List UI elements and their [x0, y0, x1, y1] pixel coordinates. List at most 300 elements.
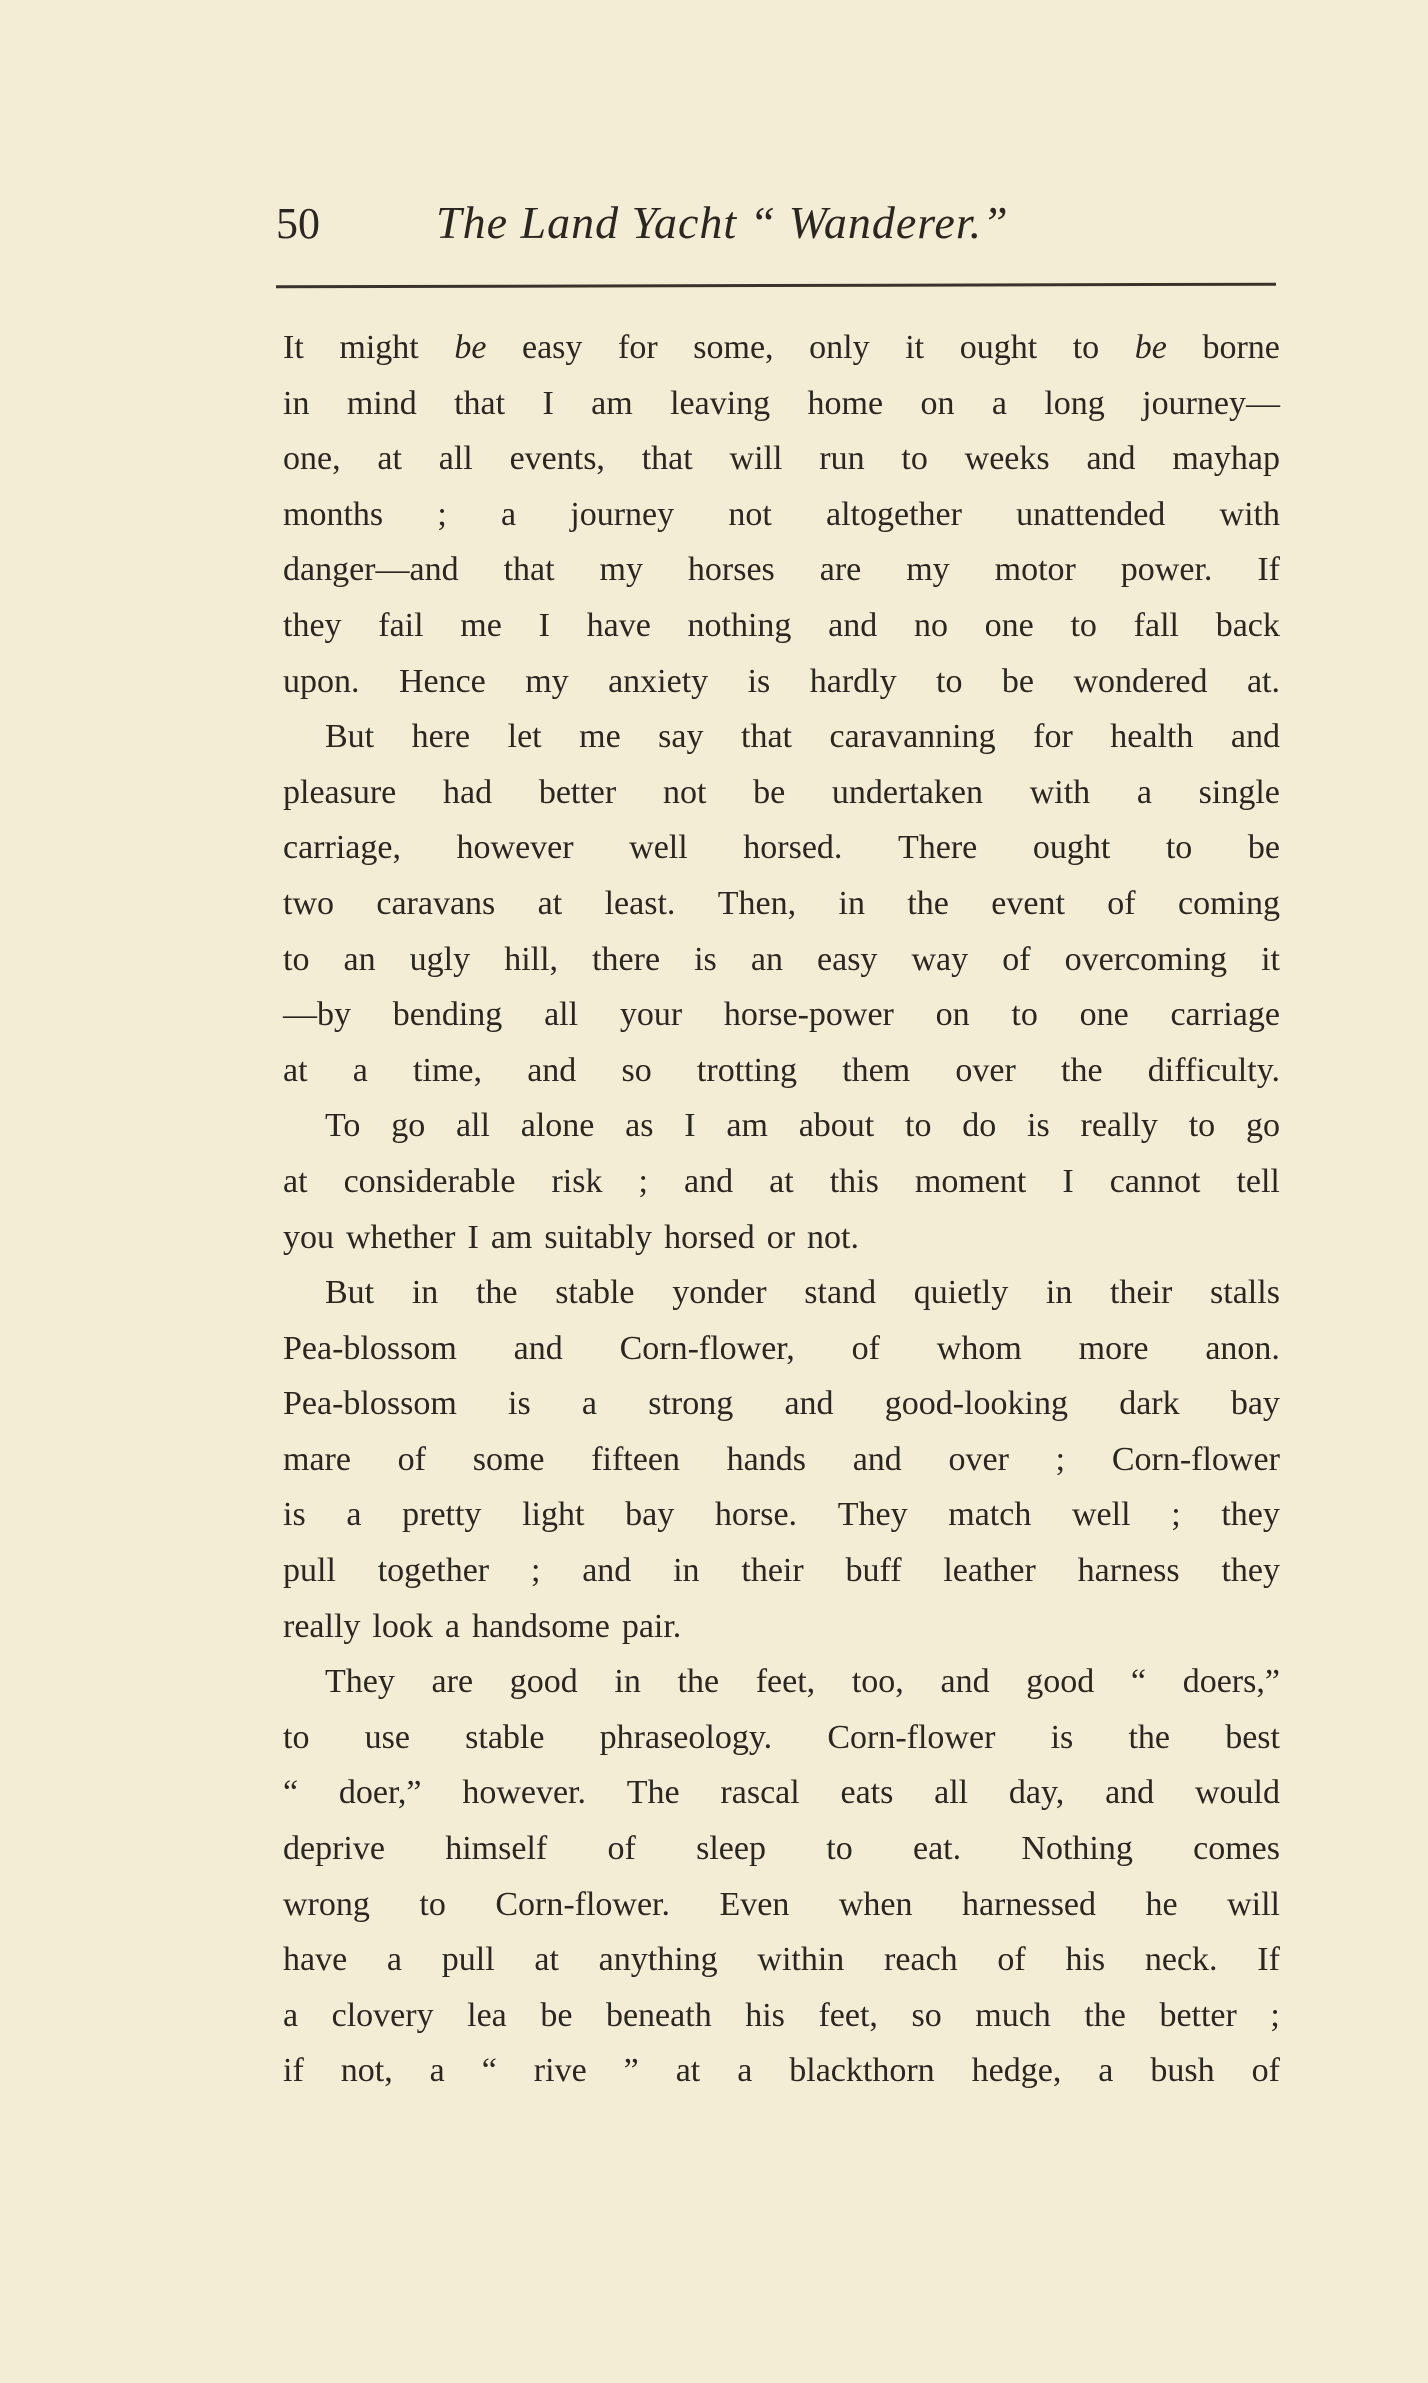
word: I — [542, 384, 554, 422]
word: Hence — [398, 662, 486, 700]
word: bush — [1150, 2052, 1215, 2090]
word: blackthorn — [789, 2052, 935, 2090]
word: look — [372, 1607, 433, 1645]
word: to — [936, 662, 963, 700]
word: would — [1194, 1774, 1280, 1812]
word: my — [525, 662, 569, 700]
word: doers,” — [1182, 1663, 1280, 1701]
word: a — [581, 1385, 597, 1423]
word: Nothing — [1021, 1830, 1133, 1868]
word: Pea-blossom — [283, 1329, 457, 1367]
word: and — [852, 1440, 902, 1478]
word: easy — [817, 940, 878, 978]
word: wondered — [1073, 662, 1208, 700]
word: ; — [1055, 1440, 1066, 1478]
word: caravans — [376, 884, 496, 922]
word: better — [1159, 1996, 1237, 2034]
word: anxiety — [608, 662, 709, 700]
word: to — [901, 440, 928, 478]
word: am — [591, 384, 633, 422]
word: match — [948, 1496, 1032, 1534]
word: they — [283, 606, 342, 644]
word: be — [540, 1996, 573, 2034]
word: not — [728, 495, 772, 533]
word: some — [472, 1440, 545, 1478]
word: rive — [533, 2052, 587, 2090]
word: so — [621, 1051, 652, 1089]
word: at — [537, 884, 563, 922]
word: it — [905, 329, 925, 366]
word: and — [940, 1663, 990, 1701]
word: buff — [845, 1552, 902, 1590]
word: to — [1188, 1107, 1216, 1145]
word: handsome — [471, 1607, 610, 1645]
word: to — [1070, 606, 1097, 644]
word: If — [1257, 551, 1280, 589]
text-line — [283, 431, 1280, 487]
word: all — [544, 996, 579, 1034]
word: wrong — [283, 1885, 370, 1923]
word: good — [509, 1663, 578, 1701]
word: home — [807, 384, 884, 422]
word: in — [1045, 1274, 1073, 1312]
text-line — [283, 376, 1280, 432]
word: to — [1072, 329, 1100, 366]
word: of — [997, 1941, 1026, 1979]
word: that — [503, 551, 555, 589]
word: But — [325, 1274, 375, 1312]
word: whether — [346, 1218, 456, 1256]
word: two — [283, 884, 334, 922]
word: go — [1245, 1107, 1280, 1145]
word: about — [798, 1107, 875, 1145]
word: to — [905, 1107, 932, 1145]
word: horses — [687, 551, 775, 589]
word: journey— — [1142, 384, 1280, 422]
word: in — [673, 1552, 700, 1590]
word: in — [411, 1274, 439, 1312]
word: that — [741, 718, 792, 756]
text-line — [283, 1210, 1280, 1266]
word: events, — [509, 440, 605, 478]
word: caravanning — [829, 718, 996, 756]
word: a — [352, 1051, 368, 1089]
word: sleep — [696, 1830, 766, 1868]
word: have — [586, 606, 651, 644]
text-line — [283, 1988, 1280, 2044]
word: It — [283, 329, 304, 366]
word: pretty — [402, 1496, 482, 1534]
word: time, — [413, 1051, 482, 1089]
word: at — [283, 1051, 308, 1089]
word: leather — [943, 1552, 1036, 1590]
word: really — [283, 1607, 361, 1645]
word: and — [684, 1162, 734, 1200]
word: a — [500, 495, 517, 533]
word: will — [729, 440, 783, 478]
text-line — [283, 1710, 1280, 1766]
text-line — [283, 487, 1280, 543]
text-line — [283, 765, 1280, 821]
word: if — [283, 2052, 304, 2090]
word: that — [641, 440, 693, 478]
word: eat. — [912, 1830, 962, 1868]
word: his — [1065, 1941, 1106, 1979]
word: clovery — [331, 1996, 434, 2034]
word: a — [737, 2052, 753, 2090]
word: the — [1084, 1996, 1126, 2034]
word: hill, — [504, 940, 559, 978]
word: Corn-flower — [1111, 1440, 1280, 1478]
word: of — [607, 1830, 636, 1868]
word: of — [1251, 2052, 1280, 2090]
word: ” — [623, 2052, 639, 2090]
word: them — [842, 1051, 911, 1089]
word: will — [1227, 1885, 1280, 1923]
word: Even — [719, 1885, 790, 1923]
word: the — [907, 884, 949, 922]
word: I — [1062, 1162, 1074, 1200]
word: pair. — [621, 1607, 682, 1645]
word: be — [1001, 662, 1035, 700]
word: To — [325, 1107, 361, 1145]
word: light — [522, 1496, 585, 1534]
word: Then, — [717, 884, 797, 922]
word: comes — [1193, 1830, 1280, 1868]
word: me — [579, 718, 621, 756]
word: in — [838, 884, 865, 922]
word: an — [343, 940, 376, 978]
word: much — [975, 1996, 1051, 2034]
word: of — [851, 1329, 880, 1367]
word: are — [819, 551, 862, 589]
text-line — [283, 820, 1280, 876]
text-line — [283, 654, 1280, 710]
word: too, — [851, 1663, 904, 1701]
word: with — [1029, 773, 1091, 811]
word: be — [1247, 829, 1280, 867]
word: a — [429, 2052, 445, 2090]
word: beneath — [605, 1996, 712, 2034]
word: I — [684, 1107, 696, 1145]
word: not. — [807, 1218, 859, 1256]
word: a — [346, 1496, 362, 1534]
word: day, — [1008, 1774, 1065, 1812]
word: and — [582, 1552, 632, 1590]
text-line — [283, 1599, 1280, 1655]
word: undertaken — [831, 773, 983, 811]
word: power. — [1120, 551, 1213, 589]
word: difficulty. — [1147, 1051, 1280, 1089]
word: more — [1078, 1329, 1149, 1367]
word: upon. — [283, 662, 360, 700]
page-number: 50 — [276, 199, 320, 248]
text-line — [283, 598, 1280, 654]
word: his — [745, 1996, 785, 2034]
word: not, — [340, 2052, 393, 2090]
word: however — [456, 829, 574, 867]
word: stable — [465, 1718, 545, 1756]
running-header — [276, 196, 1276, 256]
word: be — [454, 329, 487, 366]
word: at — [769, 1162, 794, 1200]
word: ; — [638, 1162, 648, 1200]
word: ; — [437, 495, 447, 533]
word: that — [454, 384, 506, 422]
word: to — [283, 1718, 310, 1756]
word: might — [339, 329, 419, 366]
word: and — [1105, 1774, 1155, 1812]
word: fall — [1133, 606, 1179, 644]
word: stand — [804, 1274, 877, 1312]
word: good — [1026, 1663, 1095, 1701]
word: to — [419, 1885, 446, 1923]
word: some, — [693, 329, 774, 366]
word: a — [991, 384, 1007, 422]
word: had — [443, 773, 493, 811]
word: stable — [555, 1274, 635, 1312]
word: ; — [530, 1552, 541, 1590]
word: months — [283, 495, 384, 533]
word: strong — [648, 1385, 734, 1423]
word: cannot — [1109, 1162, 1201, 1200]
word: deprive — [283, 1830, 385, 1868]
word: bay — [1230, 1385, 1280, 1423]
word: coming — [1177, 884, 1280, 922]
word: —by — [283, 996, 351, 1034]
word: best — [1225, 1718, 1280, 1756]
word: you — [283, 1218, 334, 1256]
word: of — [1002, 940, 1031, 978]
word: whom — [936, 1329, 1022, 1367]
word: within — [757, 1941, 845, 1979]
text-line — [283, 1932, 1280, 1988]
word: But — [325, 718, 375, 756]
word: this — [829, 1162, 879, 1200]
word: my — [599, 551, 643, 589]
word: leaving — [670, 384, 771, 422]
word: the — [475, 1274, 518, 1312]
word: eats — [840, 1774, 894, 1812]
word: suitably — [544, 1218, 653, 1256]
word: there — [592, 940, 661, 978]
word: when — [838, 1885, 913, 1923]
word: trotting — [696, 1051, 798, 1089]
word: They — [325, 1663, 395, 1701]
text-line — [283, 1654, 1280, 1710]
text-line — [283, 1043, 1280, 1099]
word: harness — [1077, 1552, 1180, 1590]
word: are — [431, 1663, 474, 1701]
word: feet, — [818, 1996, 878, 2034]
word: mayhap — [1172, 440, 1280, 478]
running-title: The Land Yacht “ Wanderer.” — [436, 197, 1009, 248]
word: and — [513, 1329, 563, 1367]
word: stalls — [1210, 1274, 1280, 1312]
word: horsed — [664, 1218, 755, 1256]
text-line — [283, 1376, 1280, 1432]
word: single — [1198, 773, 1280, 811]
word: ; — [1270, 1996, 1280, 2034]
word: let — [507, 718, 542, 756]
word: a — [386, 1941, 403, 1979]
text-line — [283, 542, 1280, 598]
word: really — [1080, 1107, 1158, 1145]
word: their — [741, 1552, 804, 1590]
word: the — [677, 1663, 720, 1701]
word: here — [411, 718, 471, 756]
text-line — [283, 876, 1280, 932]
word: a — [1136, 773, 1152, 811]
word: run — [819, 440, 865, 478]
word: feet, — [755, 1663, 816, 1701]
text-line — [283, 1432, 1280, 1488]
word: least. — [604, 884, 676, 922]
word: motor — [994, 551, 1076, 589]
word: I — [467, 1218, 479, 1256]
word: altogether — [826, 495, 962, 533]
word: say — [658, 718, 704, 756]
word: be — [1134, 329, 1167, 366]
word: anything — [598, 1941, 718, 1979]
word: There — [897, 829, 978, 867]
word: and — [1086, 440, 1136, 478]
word: my — [906, 551, 950, 589]
word: he — [1145, 1885, 1178, 1923]
word: on — [935, 996, 970, 1034]
word: only — [809, 329, 870, 366]
word: fail — [378, 606, 424, 644]
word: pull — [283, 1552, 336, 1590]
word: your — [619, 996, 683, 1034]
word: one, — [283, 440, 341, 478]
word: way — [911, 940, 969, 978]
text-line — [283, 1877, 1280, 1933]
word: mind — [346, 384, 417, 422]
word: hands — [726, 1440, 806, 1478]
word: hardly — [809, 662, 897, 700]
word: “ — [481, 2052, 497, 2090]
word: harnessed — [961, 1885, 1097, 1923]
word: lea — [467, 1996, 507, 2034]
word: mare — [283, 1440, 351, 1478]
word: it — [1261, 940, 1280, 978]
word: at — [534, 1941, 559, 1979]
text-line — [283, 1321, 1280, 1377]
word: borne — [1202, 329, 1280, 366]
word: is — [283, 1496, 306, 1534]
word: health — [1110, 718, 1194, 756]
word: quietly — [913, 1274, 1009, 1312]
word: Corn-flower — [827, 1718, 996, 1756]
word: horse. — [714, 1496, 798, 1534]
word: They — [837, 1496, 908, 1534]
word: a — [283, 1996, 299, 2034]
word: at — [283, 1162, 308, 1200]
word: horsed. — [743, 829, 843, 867]
word: their — [1110, 1274, 1173, 1312]
word: reach — [884, 1941, 958, 1979]
word: alone — [520, 1107, 595, 1145]
word: moment — [914, 1162, 1027, 1200]
word: so — [911, 1996, 942, 2034]
word: am — [726, 1107, 768, 1145]
text-line — [283, 987, 1280, 1043]
word: one — [1079, 996, 1129, 1034]
text-line — [283, 1154, 1280, 1210]
word: of — [1107, 884, 1136, 922]
word: pleasure — [283, 773, 397, 811]
word: the — [1061, 1051, 1103, 1089]
word: ought — [959, 329, 1038, 366]
word: do — [962, 1107, 997, 1145]
word: “ — [1130, 1663, 1147, 1701]
word: for — [618, 329, 658, 366]
text-line — [283, 1265, 1280, 1321]
word: pull — [441, 1941, 495, 1979]
word: an — [750, 940, 783, 978]
word: is — [747, 662, 771, 700]
body-text — [283, 320, 1280, 2099]
word: better — [538, 773, 617, 811]
word: well — [629, 829, 688, 867]
word: not — [662, 773, 707, 811]
word: a — [1098, 2052, 1114, 2090]
word: back — [1215, 606, 1280, 644]
word: nothing — [687, 606, 792, 644]
word: to — [1011, 996, 1038, 1034]
word: long — [1044, 384, 1105, 422]
word: bending — [392, 996, 503, 1034]
word: for — [1033, 718, 1073, 756]
word: however. — [462, 1774, 586, 1812]
text-line — [283, 1487, 1280, 1543]
word: danger—and — [283, 551, 459, 589]
word: overcoming — [1064, 940, 1228, 978]
text-line — [283, 709, 1280, 765]
word: tell — [1236, 1162, 1280, 1200]
word: have — [283, 1941, 348, 1979]
word: yonder — [672, 1274, 767, 1312]
word: and — [527, 1051, 577, 1089]
word: go — [391, 1107, 426, 1145]
header-rule — [276, 283, 1276, 289]
word: me — [460, 606, 502, 644]
word: as — [625, 1107, 654, 1145]
text-line — [283, 1821, 1280, 1877]
word: no — [913, 606, 948, 644]
word: event — [991, 884, 1065, 922]
text-line — [283, 1543, 1280, 1599]
word: horse-power — [723, 996, 894, 1034]
word: rascal — [720, 1774, 800, 1812]
word: over — [948, 1440, 1009, 1478]
word: ought — [1032, 829, 1111, 867]
word: hedge, — [971, 2052, 1062, 2090]
word: they — [1221, 1552, 1280, 1590]
word: unattended — [1016, 495, 1166, 533]
word: am — [490, 1218, 533, 1256]
word: use — [364, 1718, 410, 1756]
word: phraseology. — [599, 1718, 773, 1756]
word: If — [1257, 1941, 1280, 1979]
word: together — [377, 1552, 490, 1590]
text-line — [283, 320, 1280, 376]
word: is — [1027, 1107, 1050, 1145]
word: all — [438, 440, 473, 478]
word: ugly — [409, 940, 471, 978]
word: well — [1072, 1496, 1131, 1534]
